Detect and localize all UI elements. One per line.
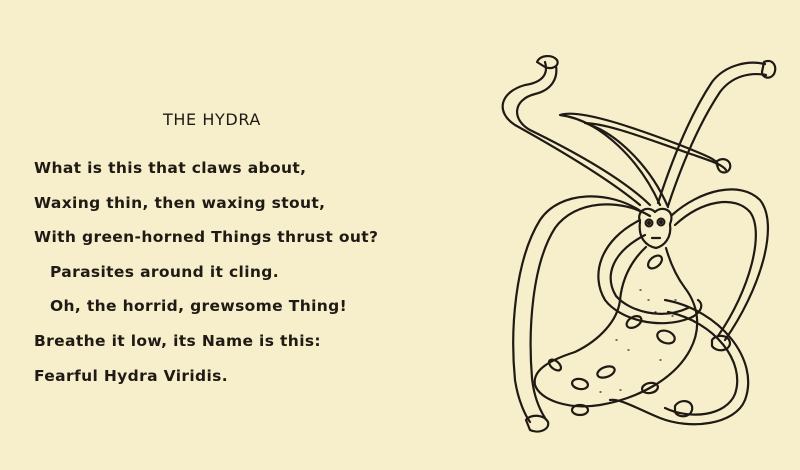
tentacle-6 (598, 220, 701, 323)
hydra-drawing-svg (480, 40, 800, 460)
poem-line-1: What is this that claws about, (34, 159, 307, 177)
hydra-head (639, 209, 671, 248)
poem-line-6: Breathe it low, its Name is this: (34, 331, 321, 350)
poem-body (34, 151, 378, 393)
hydra-body (535, 247, 698, 415)
tentacle-1 (503, 56, 650, 205)
poem-title: THE HYDRA (163, 110, 261, 129)
hydra-illustration (480, 40, 800, 460)
poem-line-2: Waxing thin, then waxing stout, (34, 193, 326, 212)
poem-line-3: With green-horned Things thrust out? (34, 228, 379, 247)
poem-line-4: Parasites around it cling. (50, 262, 279, 281)
poem-line-5: Oh, the horrid, grewsome Thing! (50, 297, 347, 316)
poem-line-7: Fearful Hydra Viridis. (34, 366, 228, 385)
tentacle-2 (658, 61, 775, 206)
